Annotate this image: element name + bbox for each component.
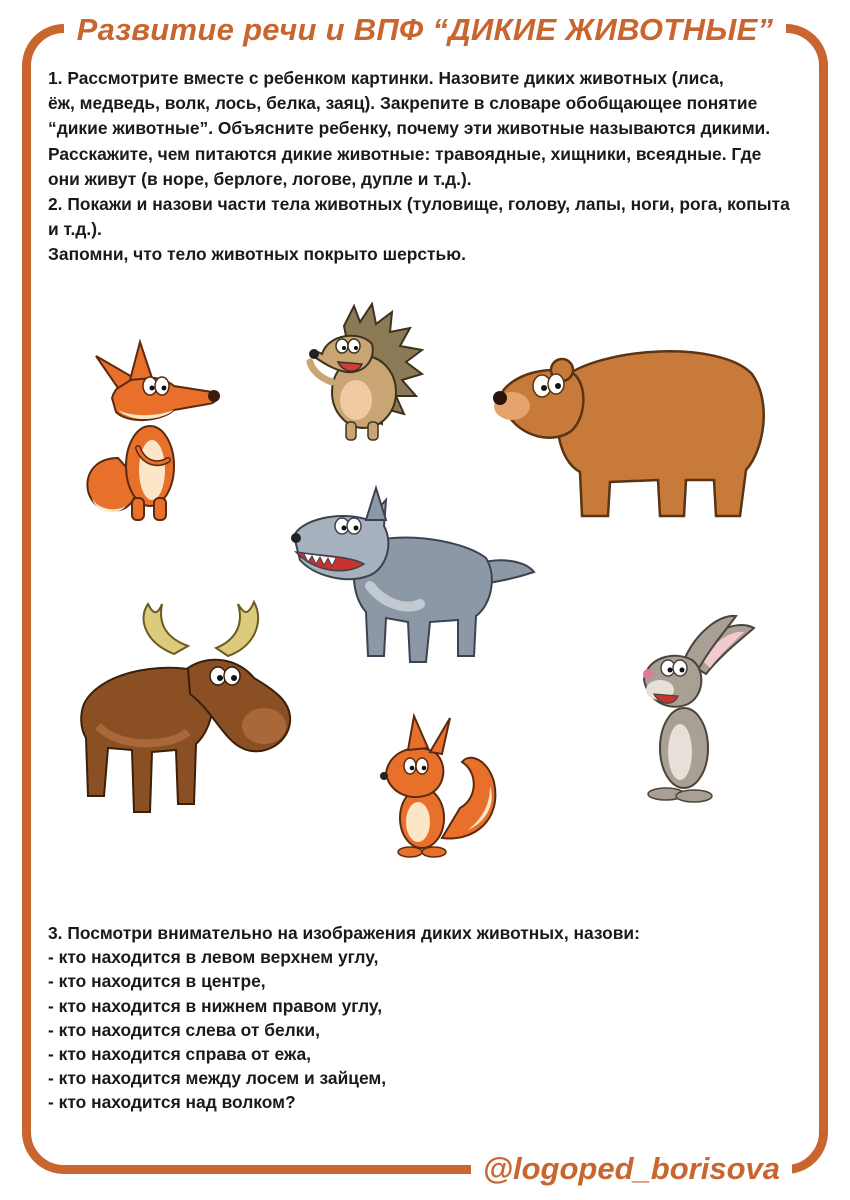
question-item: - кто находится между лосем и зайцем, — [48, 1068, 387, 1089]
instructions-block — [48, 66, 808, 268]
instruction-line: 2. Покажи и назови части тела животных (туловище, голову, лапы, ноги, рога, копыта — [48, 194, 790, 215]
wolf-illustration — [290, 486, 534, 668]
hedgehog-illustration — [302, 304, 424, 446]
question-item: - кто находится справа от ежа, — [48, 1044, 312, 1065]
instruction-line: они живут (в норе, берлоге, логове, дупле и т.д.). — [48, 168, 472, 189]
instruction-line: ёж, медведь, волк, лось, белка, заяц). Закрепите в словаре обобщающее понятие — [48, 93, 758, 114]
question-item: - кто находится в центре, — [48, 971, 266, 992]
question-item: - кто находится слева от белки, — [48, 1019, 320, 1040]
questions-heading: 3. Посмотри внимательно на изображения диких животных, назови: — [48, 923, 640, 943]
author-handle: @logoped_borisova — [471, 1145, 792, 1193]
instruction-line: “дикие животные”. Объясните ребенку, почему эти животные называются дикими. — [48, 118, 771, 139]
instruction-line: Запомни, что тело животных покрыто шерстью. — [48, 244, 466, 265]
squirrel-illustration — [378, 712, 502, 864]
page-title: Развитие речи и ВПФ “ДИКИЕ ЖИВОТНЫЕ” — [64, 8, 786, 52]
instruction-line: 1. Рассмотрите вместе с ребенком картинки. Назовите диких животных (лиса, — [48, 68, 724, 88]
instruction-line: и т.д.). — [48, 219, 102, 240]
question-item: - кто находится над волком? — [48, 1092, 296, 1113]
hare-illustration — [640, 610, 756, 806]
moose-illustration — [78, 598, 294, 820]
questions-block — [48, 921, 808, 1115]
question-item: - кто находится в левом верхнем углу, — [48, 947, 379, 968]
question-item: - кто находится в нижнем правом углу, — [48, 995, 383, 1016]
fox-illustration — [78, 338, 226, 528]
instruction-line: Расскажите, чем питаются дикие животные: травоядные, хищники, всеядные. Где — [48, 143, 762, 164]
